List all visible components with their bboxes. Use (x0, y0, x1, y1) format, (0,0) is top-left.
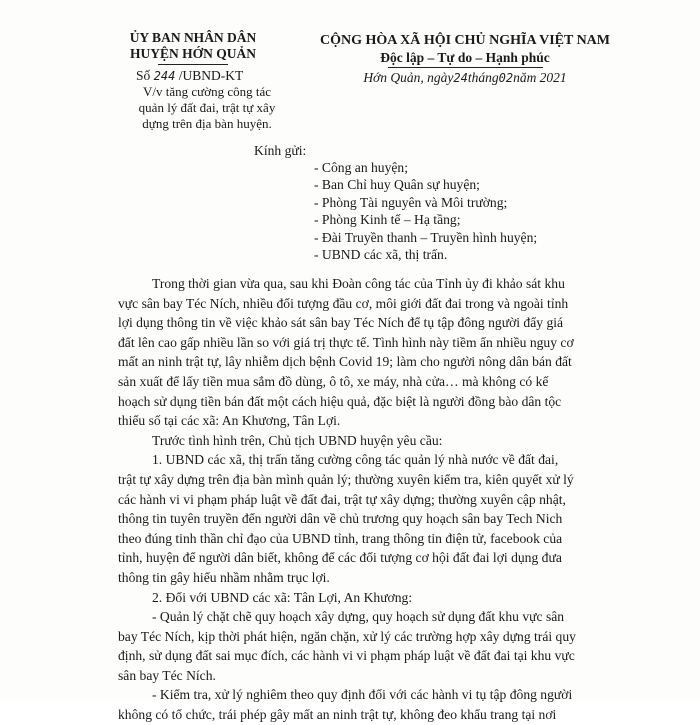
recipients-label: Kính gửi: (254, 143, 307, 158)
intro-line: thiểu số tại các xã: An Khương, Tân Lợi. (118, 413, 341, 429)
item-1-paragraph (118, 450, 640, 587)
motto-underline (388, 67, 543, 68)
republic-name: CỘNG HÒA XÃ HỘI CHỦ NGHĨA VIỆT NAM (319, 33, 610, 48)
body-text (118, 274, 640, 725)
document-number-handwritten: 244 (153, 69, 176, 83)
intro-paragraph (118, 274, 640, 431)
recipient-item: - Phòng Tài nguyên và Môi trường; (314, 194, 508, 210)
issuing-org-line1: ỦY BAN NHÂN DÂN (129, 30, 257, 45)
date-year-label: năm 2021 (513, 70, 567, 85)
item-1-line: theo đúng tinh thần chỉ đạo của UBND tỉnh, trang thông tin điện tử, facebook của (118, 530, 563, 546)
item-2-sub-2-paragraph (118, 685, 640, 724)
intro-line: lợi dụng thông tin về việc khảo sát sân bay Téc Ních để tụ tập đông người đẩy giá (118, 315, 564, 331)
item-2-sub-1-line: định, sử dụng đất sai mục đích, các hành vi vi phạm pháp luật về đất đai tại khu vực (118, 648, 575, 664)
place-and-date-prefix: Hớn Quản, ngày (363, 70, 454, 85)
intro-line: đất lên cao gấp nhiều lần so với giá trị thực tế. Tình hình này tiềm ẩn nhiều nguy cơ (118, 334, 574, 350)
item-1-line: 1. UBND các xã, thị trấn tăng cường công tác quản lý nhà nước về đất đai, (152, 452, 559, 468)
document-number-suffix: /UBND-KT (178, 68, 244, 83)
recipients-list (314, 159, 537, 263)
item-2-heading: 2. Đối với UBND các xã: Tân Lợi, An Khương: (152, 589, 413, 605)
date-month-label: tháng (467, 70, 499, 85)
item-2-sub-2-line: - Kiểm tra, xử lý nghiêm theo quy định đối với các hành vi tụ tập đông người (152, 687, 573, 703)
item-2-sub-2-line: không có tổ chức, trái phép gây mất an ninh trật tự, không đeo khẩu trang tại nơi (118, 707, 557, 723)
recipient-item: - Phòng Kinh tế – Hạ tầng; (314, 212, 461, 228)
issuing-org-line2: HUYỆN HỚN QUẢN (129, 46, 256, 61)
recipient-item: - Ban Chỉ huy Quân sự huyện; (314, 177, 480, 193)
recipient-item: - Đài Truyền thanh – Truyền hình huyện; (314, 229, 538, 245)
request-line: Trước tình hình trên, Chủ tịch UBND huyện yêu cầu: (152, 432, 443, 448)
place-and-date (300, 70, 630, 86)
item-1-line: thông tin gây hiểu nhầm nhằm trục lợi. (118, 569, 330, 585)
item-1-line: tỉnh, huyện để người dân biết, không để các đối tượng cơ hội đất đai lợi dụng đưa (118, 550, 562, 566)
item-2-sub-1-line: sân bay Téc Ních. (118, 667, 216, 683)
intro-line: sản xuất để lấy tiền mua sắm đồ dùng, ô tô, xe máy, nhà cửa… mà không có kế (118, 373, 549, 389)
subject-line-3: dựng trên địa bàn huyện. (142, 116, 272, 131)
intro-line: hoạch sử dụng tiền bán đất một cách hiệu quả, đặc biệt là người đồng bào dân tộc (118, 393, 562, 409)
intro-line: vực sân bay Téc Ních, nhiều đối tượng đầu cơ, môi giới đất đai trong và ngoài tỉnh (118, 295, 569, 311)
national-motto: Độc lập – Tự do – Hạnh phúc (380, 50, 550, 65)
item-1-line: trật tự xây dựng trên địa bàn mình quản lý; thường xuyên kiểm tra, kiên quyết xử lý (118, 471, 574, 487)
intro-line: Trong thời gian vừa qua, sau khi Đoàn công tác của Tỉnh ủy đi khảo sát khu (152, 276, 565, 291)
recipient-item: - UBND các xã, thị trấn. (314, 247, 448, 263)
document-number (136, 68, 243, 84)
date-day-handwritten: 24 (453, 71, 468, 85)
item-1-line: các hành vi vi phạm pháp luật về đất đai, trật tự xây dựng; thường xuyên cập nhật, (118, 491, 566, 507)
item-1-line: thông tin tuyên truyền đến người dân về chủ trương quy hoạch sân bay Tech Nich (118, 511, 563, 527)
subject-line-2: quản lý đất đai, trật tự xây (138, 100, 276, 115)
item-2-sub-1-line: - Quản lý chặt chẽ quy hoạch xây dựng, quy hoạch sử dụng đất khu vực sân (152, 609, 565, 625)
recipient-item: - Công an huyện; (314, 160, 409, 175)
item-2-sub-1-line: bay Téc Ních, kịp thời phát hiện, ngăn chặn, xử lý các trường hợp xây dựng trái quy (118, 628, 576, 644)
intro-line: mất an ninh trật tự, lây nhiễm dịch bệnh Covid 19; làm cho người nông dân bán đất (118, 354, 572, 370)
subject-line-1: V/v tăng cường công tác (143, 84, 271, 99)
item-2-sub-1-paragraph (118, 607, 640, 685)
document-number-prefix: Số (136, 68, 151, 83)
issuing-org-underline (158, 64, 228, 65)
date-month-handwritten: 02 (498, 71, 514, 85)
